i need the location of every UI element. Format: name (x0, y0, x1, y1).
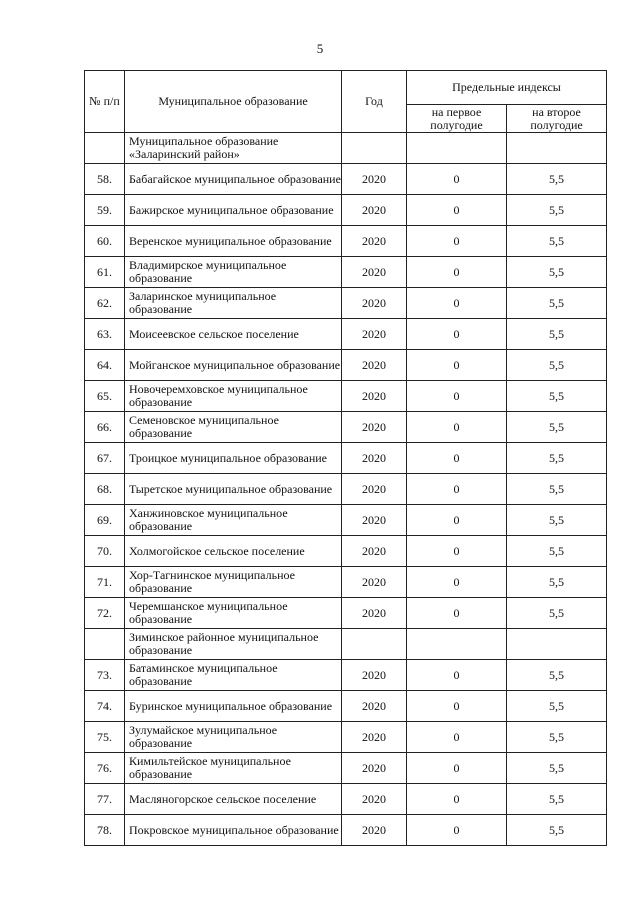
row-number: 66. (85, 412, 125, 443)
first-half-index: 0 (407, 350, 507, 381)
table-row (85, 567, 607, 598)
table-row (85, 443, 607, 474)
year-cell: 2020 (342, 567, 407, 598)
section-header-row (85, 629, 607, 660)
municipality-name: Мойганское муниципальное образование (125, 350, 342, 381)
year-cell: 2020 (342, 164, 407, 195)
row-number: 62. (85, 288, 125, 319)
second-half-index: 5,5 (507, 443, 607, 474)
year-cell: 2020 (342, 226, 407, 257)
first-half-index: 0 (407, 164, 507, 195)
first-half-index: 0 (407, 474, 507, 505)
municipality-name: Троицкое муниципальное образование (125, 443, 342, 474)
year-cell: 2020 (342, 195, 407, 226)
second-half-index: 5,5 (507, 536, 607, 567)
row-number: 78. (85, 815, 125, 846)
year-cell: 2020 (342, 691, 407, 722)
first-half-index: 0 (407, 505, 507, 536)
first-half-index: 0 (407, 722, 507, 753)
year-cell: 2020 (342, 257, 407, 288)
first-half-index: 0 (407, 815, 507, 846)
table-body (85, 133, 607, 846)
municipality-name: Черемшанское муниципальное образование (125, 598, 342, 629)
row-number: 75. (85, 722, 125, 753)
section-first-cell (407, 629, 507, 660)
municipality-name: Владимирское муниципальное образование (125, 257, 342, 288)
year-cell: 2020 (342, 660, 407, 691)
first-half-index: 0 (407, 381, 507, 412)
section-second-cell (507, 133, 607, 164)
municipality-name: Бажирское муниципальное образование (125, 195, 342, 226)
year-cell: 2020 (342, 443, 407, 474)
header-second-half: на второе полугодие (507, 105, 607, 133)
table-row (85, 784, 607, 815)
year-cell: 2020 (342, 722, 407, 753)
table-row (85, 381, 607, 412)
page-number: 5 (316, 41, 324, 56)
second-half-index: 5,5 (507, 288, 607, 319)
header-first-half: на первое полугодие (407, 105, 507, 133)
year-cell: 2020 (342, 319, 407, 350)
header-num: № п/п (85, 71, 125, 133)
municipality-name: Веренское муниципальное образование (125, 226, 342, 257)
second-half-index: 5,5 (507, 567, 607, 598)
section-header-row (85, 133, 607, 164)
municipality-name: Масляногорское сельское поселение (125, 784, 342, 815)
row-number: 58. (85, 164, 125, 195)
table-header (85, 71, 607, 133)
table-row (85, 815, 607, 846)
row-number: 67. (85, 443, 125, 474)
row-number: 76. (85, 753, 125, 784)
year-cell: 2020 (342, 536, 407, 567)
table-row (85, 722, 607, 753)
year-cell: 2020 (342, 505, 407, 536)
year-cell: 2020 (342, 288, 407, 319)
section-second-cell (507, 629, 607, 660)
second-half-index: 5,5 (507, 505, 607, 536)
municipality-name: Заларинское муниципальное образование (125, 288, 342, 319)
table-row (85, 412, 607, 443)
first-half-index: 0 (407, 412, 507, 443)
row-number: 71. (85, 567, 125, 598)
header-year: Год (342, 71, 407, 133)
section-title: Муниципальное образование «Заларинский район» (125, 133, 342, 164)
first-half-index: 0 (407, 536, 507, 567)
municipality-name: Новочеремховское муниципальное образование (125, 381, 342, 412)
table-row (85, 195, 607, 226)
year-cell: 2020 (342, 350, 407, 381)
second-half-index: 5,5 (507, 257, 607, 288)
municipality-name: Батаминское муниципальное образование (125, 660, 342, 691)
second-half-index: 5,5 (507, 722, 607, 753)
first-half-index: 0 (407, 226, 507, 257)
year-cell: 2020 (342, 815, 407, 846)
first-half-index: 0 (407, 288, 507, 319)
municipality-name: Тыретское муниципальное образование (125, 474, 342, 505)
table-row (85, 660, 607, 691)
second-half-index: 5,5 (507, 691, 607, 722)
second-half-index: 5,5 (507, 784, 607, 815)
municipality-name: Кимильтейское муниципальное образование (125, 753, 342, 784)
section-title: Зиминское районное муниципальное образование (125, 629, 342, 660)
section-num-cell (85, 133, 125, 164)
first-half-index: 0 (407, 443, 507, 474)
municipality-name: Зулумайское муниципальное образование (125, 722, 342, 753)
header-name: Муниципальное образование (125, 71, 342, 133)
row-number: 64. (85, 350, 125, 381)
second-half-index: 5,5 (507, 164, 607, 195)
second-half-index: 5,5 (507, 195, 607, 226)
first-half-index: 0 (407, 257, 507, 288)
year-cell: 2020 (342, 412, 407, 443)
second-half-index: 5,5 (507, 350, 607, 381)
row-number: 65. (85, 381, 125, 412)
section-first-cell (407, 133, 507, 164)
second-half-index: 5,5 (507, 381, 607, 412)
table-row (85, 257, 607, 288)
first-half-index: 0 (407, 691, 507, 722)
second-half-index: 5,5 (507, 753, 607, 784)
table-row (85, 505, 607, 536)
section-year-cell (342, 629, 407, 660)
header-indices: Предельные индексы (407, 71, 607, 105)
row-number: 74. (85, 691, 125, 722)
year-cell: 2020 (342, 784, 407, 815)
municipality-name: Семеновское муниципальное образование (125, 412, 342, 443)
row-number: 61. (85, 257, 125, 288)
municipality-name: Покровское муниципальное образование (125, 815, 342, 846)
first-half-index: 0 (407, 195, 507, 226)
table-row (85, 164, 607, 195)
first-half-index: 0 (407, 598, 507, 629)
municipality-name: Ханжиновское муниципальное образование (125, 505, 342, 536)
table-row (85, 226, 607, 257)
row-number: 69. (85, 505, 125, 536)
first-half-index: 0 (407, 784, 507, 815)
indices-table (84, 70, 607, 846)
second-half-index: 5,5 (507, 474, 607, 505)
first-half-index: 0 (407, 567, 507, 598)
row-number: 63. (85, 319, 125, 350)
municipality-name: Хор-Тагнинское муниципальное образование (125, 567, 342, 598)
table-row (85, 753, 607, 784)
municipality-name: Бабагайское муниципальное образование (125, 164, 342, 195)
table-row (85, 691, 607, 722)
municipality-name: Холмогойское сельское поселение (125, 536, 342, 567)
row-number: 70. (85, 536, 125, 567)
section-num-cell (85, 629, 125, 660)
table-row (85, 288, 607, 319)
first-half-index: 0 (407, 753, 507, 784)
municipality-name: Буринское муниципальное образование (125, 691, 342, 722)
first-half-index: 0 (407, 319, 507, 350)
second-half-index: 5,5 (507, 226, 607, 257)
section-year-cell (342, 133, 407, 164)
row-number: 60. (85, 226, 125, 257)
municipality-name: Моисеевское сельское поселение (125, 319, 342, 350)
second-half-index: 5,5 (507, 412, 607, 443)
second-half-index: 5,5 (507, 660, 607, 691)
row-number: 77. (85, 784, 125, 815)
year-cell: 2020 (342, 598, 407, 629)
table-row (85, 598, 607, 629)
first-half-index: 0 (407, 660, 507, 691)
second-half-index: 5,5 (507, 815, 607, 846)
table-row (85, 536, 607, 567)
year-cell: 2020 (342, 753, 407, 784)
second-half-index: 5,5 (507, 319, 607, 350)
row-number: 68. (85, 474, 125, 505)
table-row (85, 474, 607, 505)
row-number: 59. (85, 195, 125, 226)
year-cell: 2020 (342, 474, 407, 505)
table-row (85, 350, 607, 381)
second-half-index: 5,5 (507, 598, 607, 629)
table-row (85, 319, 607, 350)
row-number: 73. (85, 660, 125, 691)
year-cell: 2020 (342, 381, 407, 412)
row-number: 72. (85, 598, 125, 629)
